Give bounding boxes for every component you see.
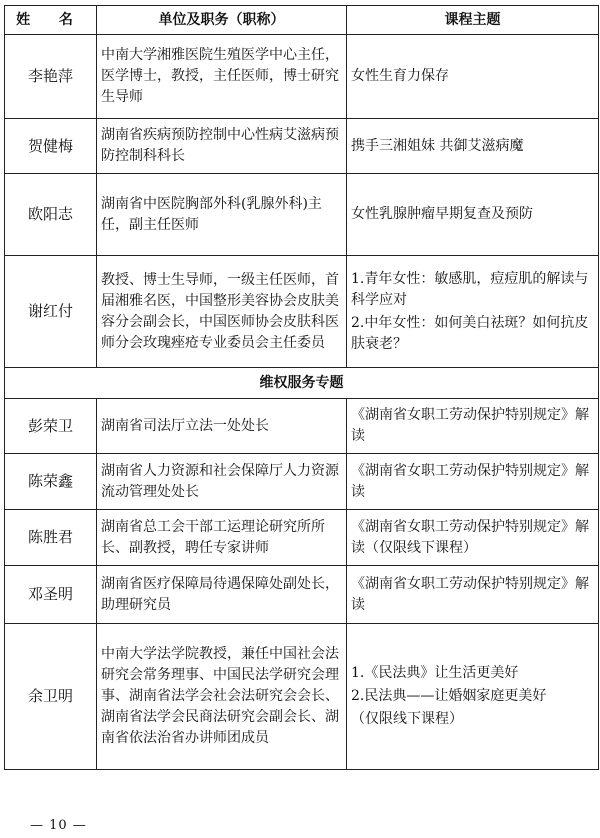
section-row (5, 368, 599, 399)
header-name: 姓 名 (5, 6, 97, 35)
course-topic (347, 454, 599, 510)
header-topic: 课程主题 (347, 6, 599, 35)
speaker-name: 李艳萍 (5, 35, 97, 119)
speaker-name: 余卫明 (5, 624, 97, 770)
topic-line: （仅限线下课程） (351, 711, 463, 727)
speaker-name: 欧阳志 (5, 174, 97, 256)
topic-line: 《湖南省女职工劳动保护特别规定》解读 (351, 462, 589, 500)
speaker-position: 湖南省总工会干部工运理论研究所所长、副教授，聘任专家讲师 (97, 510, 347, 566)
speaker-name: 陈胜君 (5, 510, 97, 566)
course-topic (347, 35, 599, 119)
table-row (5, 624, 599, 770)
table-row (5, 119, 599, 174)
topic-line: 《湖南省女职工劳动保护特别规定》解读 (351, 407, 589, 444)
topic-line: 携手三湘姐妹 共御艾滋病魔 (351, 137, 524, 154)
table-row (5, 35, 599, 119)
topic-line: 1.《民法典》让生活更美好 (351, 665, 519, 681)
speaker-name: 陈荣鑫 (5, 454, 97, 510)
topic-line: 2.中年女性：如何美白祛斑？如何抗皮肤衰老？ (351, 314, 589, 352)
speaker-position: 湖南省人力资源和社会保障厅人力资源流动管理处处长 (97, 454, 347, 510)
speaker-position: 湖南省中医院胸部外科(乳腺外科)主任，副主任医师 (97, 174, 347, 256)
topic-line: 《湖南省女职工劳动保护特别规定》解读 (351, 575, 589, 613)
speaker-position: 中南大学湘雅医院生殖医学中心主任，医学博士，教授，主任医师，博士研究生导师 (97, 35, 347, 119)
table-row (5, 510, 599, 566)
topic-line: 1.青年女性：敏感肌，痘痘肌的解读与科学应对 (351, 270, 589, 308)
course-topic (347, 119, 599, 174)
course-topic (347, 566, 599, 624)
speaker-table (4, 5, 599, 770)
topic-line: 女性乳腺肿瘤早期复查及预防 (351, 206, 533, 222)
speaker-name: 邓圣明 (5, 566, 97, 624)
course-topic (347, 624, 599, 770)
speaker-position: 湖南省疾病预防控制中心性病艾滋病预防控制科科长 (97, 119, 347, 174)
speaker-position: 湖南省医疗保障局待遇保障处副处长，助理研究员 (97, 566, 347, 624)
speaker-name: 贺健梅 (5, 119, 97, 174)
table-row (5, 256, 599, 368)
header-row (5, 6, 599, 35)
table-row (5, 454, 599, 510)
speaker-name: 彭荣卫 (5, 399, 97, 454)
table-row (5, 399, 599, 454)
course-topic (347, 510, 599, 566)
speaker-position: 教授、博士生导师，一级主任医师，首届湘雅名医，中国整形美容协会皮肤美容分会副会长，中国医师协会皮肤科医师分会玫瑰痤疮专业委员会主任委员 (97, 256, 347, 368)
topic-line: 《湖南省女职工劳动保护特别规定》解读（仅限线下课程） (351, 518, 589, 556)
topic-line: 2.民法典——让婚姻家庭更美好 (351, 688, 547, 704)
topic-line: 女性生育力保存 (351, 68, 449, 84)
speaker-position: 中南大学法学院教授，兼任中国社会法研究会常务理事、中国民法学研究会理事、湖南省法学会社会法研究会会长、湖南省法学会民商法研究会副会长、湖南省依法治省办讲师团成员 (97, 624, 347, 770)
course-topic (347, 174, 599, 256)
header-position: 单位及职务（职称） (97, 6, 347, 35)
speaker-name: 谢红付 (5, 256, 97, 368)
table-row (5, 566, 599, 624)
page-number: — 10 — (30, 818, 87, 833)
speaker-position: 湖南省司法厅立法一处处长 (97, 399, 347, 454)
course-topic (347, 256, 599, 368)
section-title: 维权服务专题 (5, 368, 599, 399)
table-row (5, 174, 599, 256)
course-topic (347, 399, 599, 454)
